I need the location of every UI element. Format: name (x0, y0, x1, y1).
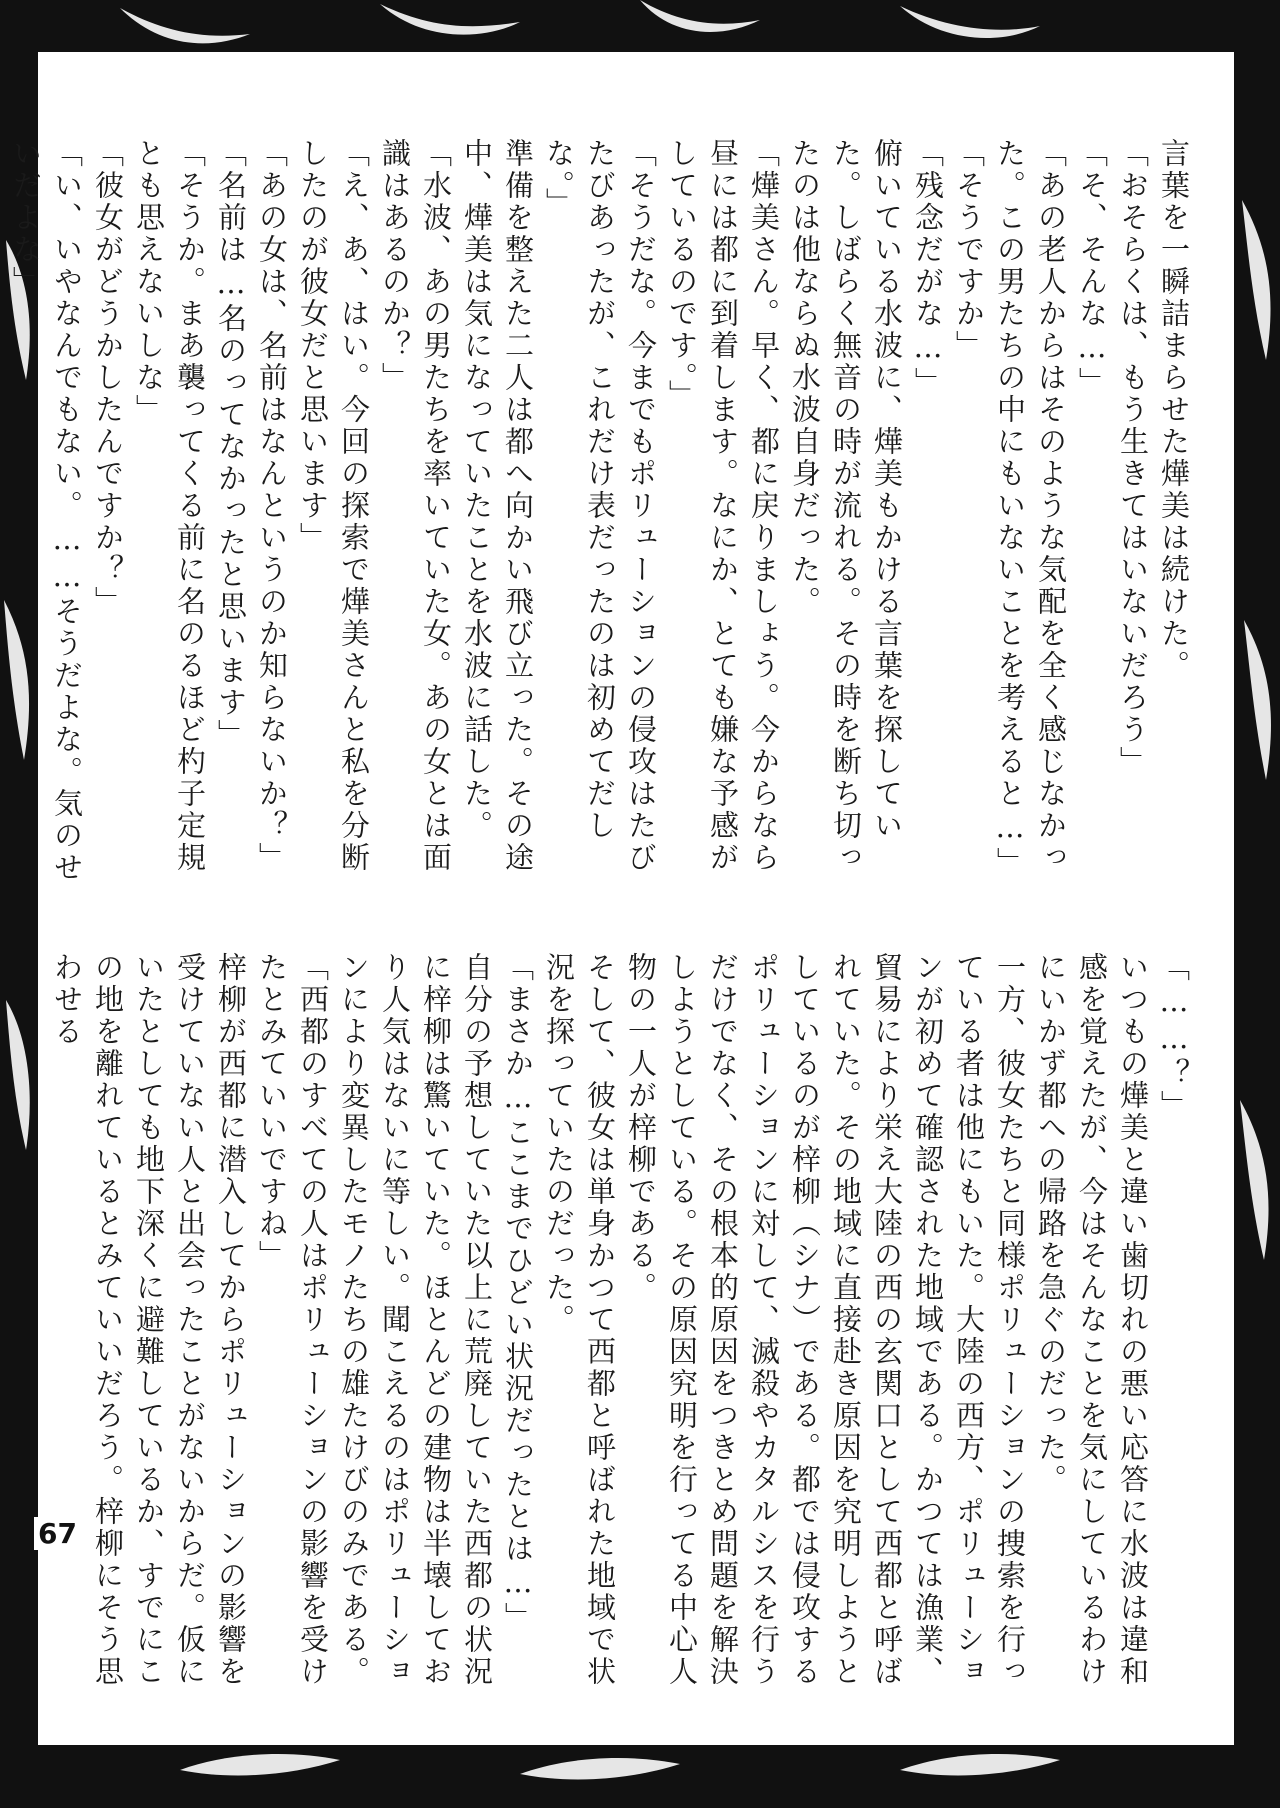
paragraph: 「……？」 (1157, 952, 1191, 1122)
paragraph: 「彼女がどうかしたんですか？」 (91, 138, 125, 618)
paragraph: 「え、あ、はい。今回の探索で燁美さんと私を分断したのが彼女だと思います」 (296, 138, 371, 874)
paragraph: 「そ、そんな…」 (1075, 138, 1109, 399)
paragraph: 「まさか…ここまでひどい状況だったとは…」 (501, 952, 535, 1634)
paragraph: 「燁美さん。早く、都に戻りましょう。今からなら昼には都に到着します。なにか、とても嫌な予感がしているのです。」 (665, 138, 781, 874)
paragraph: 「あの老人からはそのような気配を全く感じなかった。この男たちの中にもいないことを考えると…」 (993, 138, 1068, 879)
paragraph: 「水波、あの男たちを率いていた女。あの女とは面識はあるのか？」 (378, 138, 453, 874)
paragraph: 「そうか。まあ襲ってくる前に名のるほど杓子定規とも思えないしな」 (132, 138, 207, 874)
paragraph: そして、彼女は単身かつて西都と呼ばれた地域で状況を探っていたのだった。 (542, 952, 617, 1688)
book-page (9, 52, 1234, 1745)
paragraph: 言葉を一瞬詰まらせた燁美は続けた。 (1157, 138, 1191, 682)
paragraph: 「あの女は、名前はなんというのか知らないか？」 (255, 138, 289, 874)
text-block-top (9, 138, 1194, 898)
paragraph: 「西都のすべての人はポリューションの影響を受けたとみていいですね」 (255, 952, 330, 1688)
paragraph: 俯いている水波に、燁美もかける言葉を探していた。しばらく無音の時が流れる。その時を断ち切ったのは他ならぬ水波自身だった。 (788, 138, 904, 874)
paragraph: 準備を整えた二人は都へ向かい飛び立った。その途中、燁美は気になっていたことを水波に話した。 (460, 138, 535, 874)
paragraph: 梓柳が西都に潜入してからポリューションの影響を受けていない人と出会ったことがないからだ。仮にいたとしても地下深くに避難しているか、すでにこの地を離れているとみていいだろう。梓柳にそう思わせる (50, 952, 248, 1688)
paragraph: 「い、いやなんでもない。……そうだよな。気のせいだよな」 (9, 138, 84, 884)
paragraph: 「そうだな。今までもポリューションの侵攻はたびたびあったが、これだけ表だったのは初めてだしな。」 (542, 138, 658, 874)
page-number: 67 (34, 1517, 81, 1550)
paragraph: 「名前は…名のってなかったと思います」 (214, 138, 248, 751)
paragraph: いつもの燁美と違い歯切れの悪い応答に水波は違和感を覚えたが、今はそんなことを気にしているわけにいかず都への帰路を急ぐのだった。 (1034, 952, 1150, 1688)
paragraph: 一方、彼女たちと同様ポリューションの捜索を行っている者は他にもいた。大陸の西方、ポリューションが初めて確認された地域である。かつては漁業、貿易により栄え大陸の西の玄関口として西都と呼ばれていた。その地域に直接赴き原因を究明しようとしているのが梓柳（シナ）である。都では侵攻するポリューションに対して、滅殺やカタルシスを行うだけでなく、その根本的原因をつきとめ問題を解決しようとしている。その原因究明を行ってる中心人物の一人が梓柳である。 (624, 952, 1027, 1688)
paragraph: 「そうですか」 (952, 138, 986, 362)
paragraph: 「残念だがな…」 (911, 138, 945, 399)
paragraph: 「おそらくは、もう生きてはいないだろう」 (1116, 138, 1150, 778)
paragraph: 自分の予想していた以上に荒廃していた西都の状況に梓柳は驚いていた。ほとんどの建物は半壊しており人気はないに等しい。聞こえるのはポリューションにより変異したモノたちの雄たけびのみである。 (337, 952, 494, 1688)
